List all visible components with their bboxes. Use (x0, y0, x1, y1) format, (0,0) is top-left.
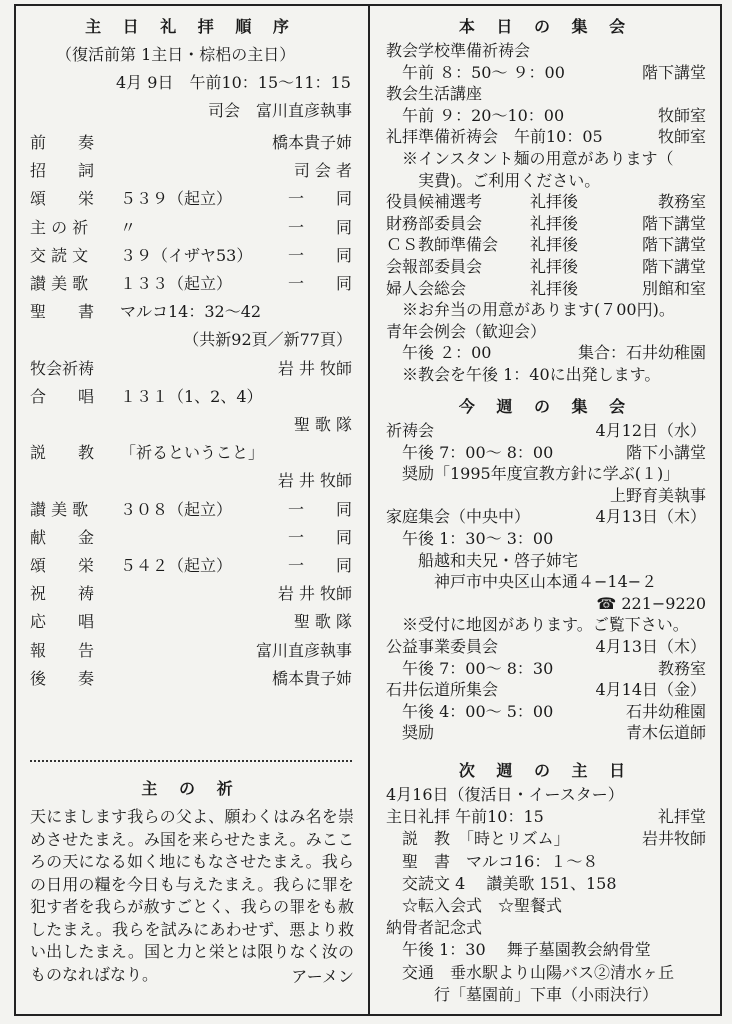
order-item-person: 聖 歌 隊 (293, 612, 352, 632)
order-of-worship-title: 主 日 礼 拝 順 序 (85, 17, 297, 36)
today-item-text: ＣＳ教師準備会 (386, 235, 499, 255)
order-item-person: 聖 歌 隊 (293, 415, 352, 434)
week-item-text: 家庭集会（中央中） (386, 507, 531, 527)
week-item-text: 午後 4：00〜 5：00 (386, 701, 554, 721)
order-item-detail: 〃 (120, 217, 137, 237)
week-item-detail: 石井幼稚園 (625, 701, 706, 721)
today-item-place: 教務室 (657, 192, 706, 212)
today-item-place: 階下講堂 (641, 257, 706, 276)
order-item-label: 頌 栄 (30, 189, 95, 209)
week-item-detail: 上野育美執事 (609, 485, 706, 505)
order-item-detail: ３０８（起立） (120, 499, 233, 519)
amen: アーメン (291, 967, 354, 986)
today-item-place: 階下講堂 (641, 62, 706, 82)
week-item-detail: 青木伝道師 (625, 723, 706, 743)
today-item-place: 階下講堂 (641, 213, 706, 233)
order-item-person: 一 同 (287, 499, 352, 519)
today-item-text: 青年会例会（歓迎会） (386, 321, 547, 341)
week-item-text: 船越和夫兄・啓子姉宅 (386, 550, 579, 570)
today-item-time: 礼拝後 (530, 213, 579, 233)
order-item-label: 祝 祷 (30, 584, 95, 604)
order-item-detail: ５４２（起立） (120, 556, 233, 575)
today-item-place: 牧師室 (657, 127, 706, 147)
next-item-text: ☆転入会式 ☆聖餐式 (386, 896, 563, 915)
order-item-label: 報 告 (30, 640, 95, 660)
order-item-detail: １３１（1、2、4） (120, 386, 263, 406)
order-item-label: 前 奏 (30, 133, 95, 152)
order-item-person: 一 同 (287, 527, 352, 547)
order-item-label: 説 教 (30, 443, 95, 463)
today-item-text: ※インスタント麺の用意があります（ (386, 149, 674, 168)
next-sunday-title: 次 週 の 主 日 (458, 761, 634, 780)
today-item-text: 婦人会総会 (386, 278, 467, 298)
next-item-text: 主日礼拝 午前10：15 (386, 807, 544, 827)
next-item-text: 午後 1：30 舞子墓園教会納骨堂 (386, 940, 651, 960)
week-item-detail: 4月14日（金） (595, 680, 706, 700)
order-item-person: 橋本貴子姉 (271, 133, 352, 152)
today-item-text: 財務部委員会 (386, 213, 483, 233)
today-item-time: 礼拝後 (530, 257, 579, 276)
today-item-time: 礼拝後 (530, 192, 579, 212)
week-meetings-title: 今 週 の 集 会 (458, 397, 634, 416)
next-item-text: 納骨者記念式 (386, 918, 483, 938)
presider: 司会 富川直彦執事 (207, 101, 352, 120)
order-item-label: 讃 美 歌 (30, 499, 89, 519)
order-item-detail: ３９（イザヤ53） (120, 245, 253, 265)
order-item-label: 讃 美 歌 (30, 274, 89, 293)
week-item-text: 午後 7：00〜 8：00 (386, 442, 554, 462)
order-item-person: 一 同 (287, 274, 352, 293)
next-item-text: 交通 垂水駅より山陽バス②清水ヶ丘 (386, 962, 675, 982)
order-item-detail: マルコ14：32〜42 (120, 302, 262, 322)
next-item-detail: 岩井牧師 (641, 829, 706, 849)
order-item-person: （共新92頁／新77頁） (183, 330, 352, 350)
today-item-text: 会報部委員会 (386, 257, 483, 276)
today-item-place: 階下講堂 (641, 235, 706, 255)
next-item-text: 説 教 「時とリズム」 (386, 829, 570, 849)
week-item-detail: ☎ 221−9220 (596, 593, 706, 613)
order-item-person: 岩 井 牧師 (277, 471, 352, 491)
today-item-text: 午前 ８：50〜 ９：00 (386, 62, 565, 82)
order-item-detail: ５３９（起立） (120, 189, 233, 209)
order-item-label: 応 唱 (30, 612, 95, 632)
today-item-time: 礼拝後 (530, 278, 579, 298)
order-item-person: 一 同 (287, 556, 352, 575)
order-item-person: 一 同 (287, 189, 352, 209)
column-divider (368, 4, 370, 1016)
order-item-label: 献 金 (30, 527, 95, 547)
order-item-label: 合 唱 (30, 386, 95, 406)
week-item-detail: 4月12日（水） (595, 421, 706, 440)
order-item-person: 橋本貴子姉 (271, 668, 352, 688)
prayer-divider (30, 760, 352, 762)
today-item-text: 礼拝準備祈祷会 午前10：05 (386, 127, 603, 147)
next-item-text: 聖 書 マルコ16：１〜８ (386, 851, 599, 871)
week-item-text: ※受付に地図があります。ご覧下さい。 (386, 615, 689, 635)
today-item-place: 集合：石井幼稚園 (577, 343, 706, 363)
today-item-place: 牧師室 (657, 105, 706, 125)
today-item-text: 実費)。ご利用ください。 (386, 170, 601, 190)
next-item-text: 4月16日（復活日・イースター） (386, 785, 624, 804)
today-item-place: 別館和室 (641, 278, 706, 298)
week-item-text: 公益事業委員会 (386, 637, 499, 656)
order-item-person: 一 同 (287, 245, 352, 265)
today-item-text: 教会生活講座 (386, 84, 483, 104)
week-item-detail: 階下小講堂 (625, 442, 706, 462)
order-item-detail: １３３（起立） (120, 274, 233, 293)
week-item-text: 奨励「1995年度宣教方針に学ぶ(１)」 (386, 464, 680, 484)
order-item-person: 富川直彦執事 (255, 640, 352, 660)
order-item-person: 司 会 者 (293, 161, 352, 181)
order-item-label: 招 詞 (30, 161, 95, 181)
order-item-label: 牧会祈祷 (30, 358, 95, 378)
week-item-text: 祈祷会 (386, 421, 435, 440)
today-item-text: 午前 ９：20〜10：00 (386, 105, 565, 125)
worship-date: 4月 9日 午前10：15〜11：15 (116, 73, 351, 92)
order-item-label: 交 読 文 (30, 245, 89, 265)
order-item-person: 岩 井 牧師 (277, 358, 352, 378)
week-item-detail: 教務室 (657, 658, 706, 678)
order-item-person: 岩 井 牧師 (277, 584, 352, 604)
today-item-time: 礼拝後 (530, 235, 579, 255)
week-item-text: 午後 7：00〜 8：30 (386, 658, 554, 678)
order-item-label: 主 の 祈 (30, 217, 89, 237)
order-item-label: 後 奏 (30, 668, 95, 688)
next-item-text: 交読文 4 讃美歌 151、158 (386, 873, 617, 893)
today-item-text: ※お弁当の用意があります(７00円)。 (386, 300, 675, 320)
next-item-detail: 礼拝堂 (657, 807, 706, 827)
today-item-text: ※教会を午後 1：40に出発します。 (386, 365, 661, 384)
next-item-text: 行「墓園前」下車（小雨決行） (386, 984, 659, 1004)
today-meetings-title: 本 日 の 集 会 (458, 17, 634, 36)
week-item-text: 奨励 (386, 723, 435, 743)
week-item-detail: 4月13日（木） (595, 637, 706, 656)
today-item-text: 午後 ２：00 (386, 343, 492, 363)
today-item-text: 教会学校準備祈祷会 (386, 41, 531, 60)
order-item-label: 頌 栄 (30, 556, 95, 575)
week-item-text: 石井伝道所集会 (386, 680, 499, 700)
week-item-detail: 4月13日（木） (595, 507, 706, 527)
today-item-text: 役員候補選考 (386, 192, 483, 212)
week-item-text: 神戸市中央区山本通４−14−２ (386, 572, 658, 592)
worship-subtitle: （復活前第 1主日・棕梠の主日） (56, 45, 296, 64)
order-item-detail: 「祈るということ」 (120, 443, 265, 463)
lords-prayer-title: 主 の 祈 (141, 779, 241, 798)
lords-prayer-text: 天にまします我らの父よ、願わくはみ名を崇めさせたまえ。み国を来らせたまえ。みこころの天になる如く地にもなさせたまえ。我らの日用の糧を今日も与えたまえ。我らに罪を犯す者を我らが赦すごとく、我らの罪をも赦したまえ。我らを試みにあわせず、悪より救い出したまえ。国と力と栄とは限りなく汝のものなればなり。 (30, 807, 354, 984)
order-item-person: 一 同 (287, 217, 352, 237)
order-item-label: 聖 書 (30, 302, 95, 322)
week-item-text: 午後 1：30〜 3：00 (386, 529, 554, 548)
